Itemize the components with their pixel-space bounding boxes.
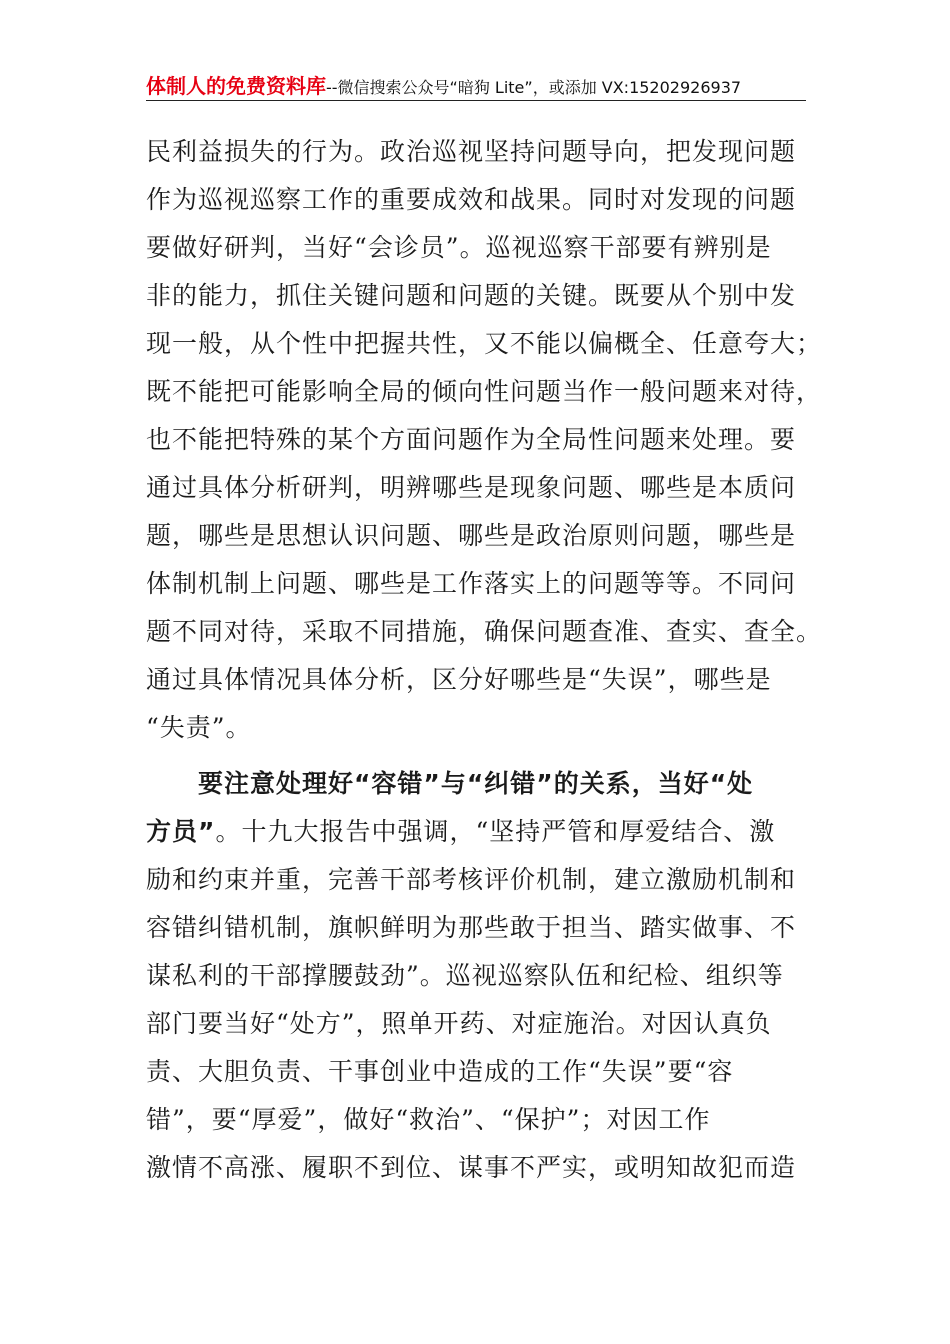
header-brand: 体制人的免费资料库 [146, 74, 326, 98]
paragraph-2 [146, 760, 806, 1192]
text-line: 容错纠错机制，旗帜鲜明为那些敢于担当、踏实做事、不 [146, 913, 797, 942]
text-line: 民利益损失的行为。政治巡视坚持问题导向，把发现问题 [146, 137, 797, 166]
text-line: 作为巡视巡察工作的重要成效和战果。同时对发现的问题 [146, 185, 797, 214]
text-line: 部门要当好“处方”，照单开药、对症施治。对因认真负 [146, 1009, 772, 1038]
text-line: 激情不高涨、履职不到位、谋事不严实，或明知故犯而造 [146, 1153, 797, 1182]
text-line: 要做好研判，当好“会诊员”。巡视巡察干部要有辨别是 [146, 233, 772, 262]
text-line: 题，哪些是思想认识问题、哪些是政治原则问题，哪些是 [146, 521, 797, 550]
text-line: 题不同对待，采取不同措施，确保问题查准、查实、查全。 [146, 617, 823, 646]
header-subtitle: --微信搜索公众号“暗狗 Lite”，或添加 VX:15202926937 [326, 78, 742, 97]
page-header [146, 70, 806, 101]
text-line: 责、大胆负责、干事创业中造成的工作“失误”要“容 [146, 1057, 734, 1086]
text-line: 通过具体分析研判，明辨哪些是现象问题、哪些是本质问 [146, 473, 797, 502]
paragraph-1 [146, 128, 823, 752]
bold-heading-text: 方员” [146, 817, 216, 846]
bold-heading-text: 要注意处理好“容错”与“纠错”的关系，当好“处 [198, 769, 754, 798]
text-line: 非的能力，抓住关键问题和问题的关键。既要从个别中发 [146, 281, 797, 310]
text-line: 错”，要“厚爱”，做好“救治”、“保护”；对因工作 [146, 1105, 711, 1134]
text-line: “失责”。 [146, 713, 252, 742]
text-line: 励和约束并重，完善干部考核评价机制，建立激励机制和 [146, 865, 797, 894]
document-body [146, 128, 823, 1192]
text-line: 体制机制上问题、哪些是工作落实上的问题等等。不同问 [146, 569, 797, 598]
text-line: 通过具体情况具体分析，区分好哪些是“失误”，哪些是 [146, 665, 772, 694]
text-line: 现一般，从个性中把握共性，又不能以偏概全、任意夸大； [146, 329, 823, 358]
paragraph-2-heading-line [146, 760, 806, 808]
text-span: 。十九大报告中强调，“坚持严管和厚爱结合、激 [215, 817, 776, 846]
text-line: 也不能把特殊的某个方面问题作为全局性问题来处理。要 [146, 425, 797, 454]
text-line: 既不能把可能影响全局的倾向性问题当作一般问题来对待， [146, 377, 823, 406]
text-line: 谋私利的干部撑腰鼓劲”。巡视巡察队伍和纪检、组织等 [146, 961, 784, 990]
text-line [146, 808, 806, 856]
